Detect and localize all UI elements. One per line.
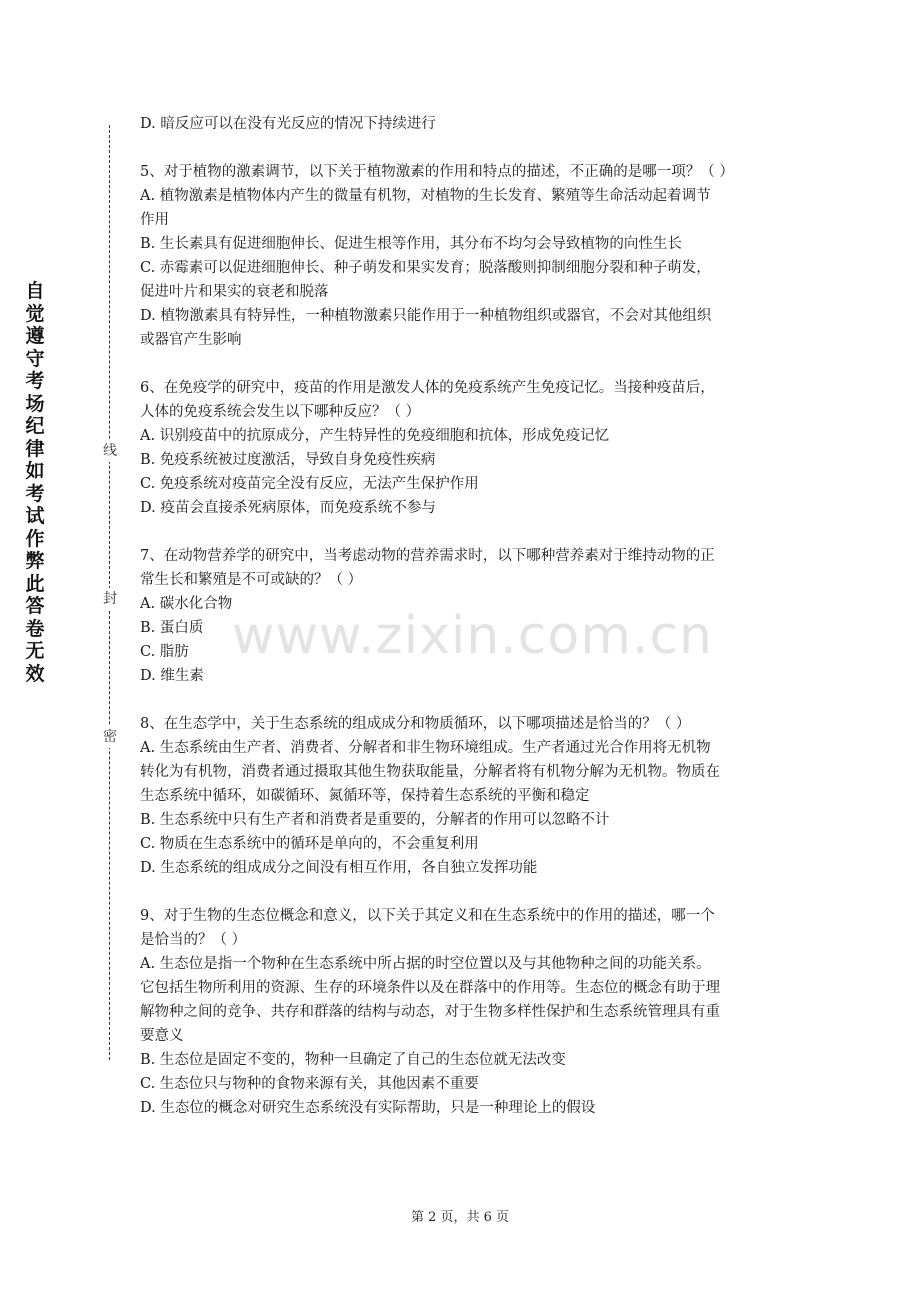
notice-char: 自: [25, 280, 45, 302]
question-6-option-a: A. 识别疫苗中的抗原成分，产生特异性的免疫细胞和抗体，形成免疫记忆: [140, 428, 610, 444]
question-5-option-d-cont: 或器官产生影响: [140, 332, 242, 348]
question-7-option-d: D. 维生素: [140, 668, 204, 684]
question-9-stem: 9、对于生物的生态位概念和意义，以下关于其定义和在生态系统中的作用的描述，哪一个: [140, 908, 715, 924]
notice-char: 答: [25, 595, 45, 617]
question-7-option-a: A. 碳水化合物: [140, 596, 233, 612]
question-5-stem: 5、对于植物的激素调节，以下关于植物激素的作用和特点的描述，不正确的是哪一项？（ ）: [140, 164, 734, 180]
watermark: www.zixin.com.cn: [232, 606, 713, 666]
question-8-option-a-cont: 转化为有机物，消费者通过摄取其他生物获取能量，分解者将有机物分解为无机物。物质在: [140, 764, 720, 780]
question-8-option-b: B. 生态系统中只有生产者和消费者是重要的，分解者的作用可以忽略不计: [140, 812, 610, 828]
notice-char: 效: [25, 662, 45, 685]
question-8-option-a: A. 生态系统由生产者、消费者、分解者和非生物环境组成。生产者通过光合作用将无机物: [140, 740, 711, 756]
question-6-option-c: C. 免疫系统对疫苗完全没有反应，无法产生保护作用: [140, 476, 479, 492]
question-4-option-d: D. 暗反应可以在没有光反应的情况下持续进行: [140, 116, 436, 132]
notice-char: 如: [25, 460, 45, 482]
notice-char: 考: [25, 482, 45, 505]
question-9-option-d: D. 生态位的概念对研究生态系统没有实际帮助，只是一种理论上的假设: [140, 1100, 596, 1116]
page-number-footer: 第 2 页，共 6 页: [410, 1210, 510, 1225]
question-8-option-d: D. 生态系统的组成成分之间没有相互作用，各自独立发挥功能: [140, 860, 538, 876]
question-7-stem-cont: 常生长和繁殖是不可或缺的？（ ）: [140, 572, 363, 588]
question-7-option-c: C. 脂肪: [140, 644, 189, 660]
question-9-option-a-cont: 解物种之间的竞争、共存和群落的结构与动态，对于生物多样性保护和生态系统管理具有重: [140, 1004, 720, 1020]
question-6-option-d: D. 疫苗会直接杀死病原体，而免疫系统不参与: [140, 500, 436, 516]
question-7-stem: 7、在动物营养学的研究中，当考虑动物的营养需求时，以下哪种营养素对于维持动物的正: [140, 548, 715, 564]
question-8-option-c: C. 物质在生态系统中的循环是单向的，不会重复利用: [140, 836, 479, 852]
question-5-option-d: D. 植物激素具有特异性，一种植物激素只能作用于一种植物组织或器官，不会对其他组织: [140, 308, 712, 324]
notice-char: 此: [25, 572, 45, 595]
notice-char: 场: [25, 392, 45, 415]
notice-char: 试: [25, 505, 45, 527]
question-6-stem: 6、在免疫学的研究中，疫苗的作用是激发人体的免疫系统产生免疫记忆。当接种疫苗后，: [140, 380, 715, 396]
seal-secret-label: 密: [100, 726, 120, 748]
notice-char: 作: [25, 527, 45, 550]
question-6-stem-cont: 人体的免疫系统会发生以下哪种反应？（ ）: [140, 404, 421, 420]
question-9-option-a: A. 生态位是指一个物种在生态系统中所占据的时空位置以及与其他物种之间的功能关系。: [140, 956, 711, 972]
exam-discipline-notice: [22, 280, 48, 685]
question-9-option-c: C. 生态位只与物种的食物来源有关，其他因素不重要: [140, 1076, 479, 1092]
question-9-option-a-cont: 它包括生物所利用的资源、生存的环境条件以及在群落中的作用等。生态位的概念有助于理: [140, 980, 720, 996]
notice-char: 遵: [25, 325, 45, 347]
question-9-option-a-cont: 要意义: [140, 1028, 184, 1044]
question-8-stem: 8、在生态学中，关于生态系统的组成成分和物质循环，以下哪项描述是恰当的？（ ）: [140, 716, 691, 732]
question-5-option-a-cont: 作用: [140, 212, 169, 228]
notice-char: 考: [25, 370, 45, 392]
question-5-option-a: A. 植物激素是植物体内产生的微量有机物，对植物的生长发育、繁殖等生命活动起着调节: [140, 188, 711, 204]
question-9-option-b: B. 生态位是固定不变的，物种一旦确定了自己的生态位就无法改变: [140, 1052, 566, 1068]
notice-char: 无: [25, 640, 45, 662]
notice-char: 弊: [25, 550, 45, 572]
question-5-option-b: B. 生长素具有促进细胞伸长、促进生根等作用，其分布不均匀会导致植物的向性生长: [140, 236, 682, 252]
seal-seal-label: 封: [100, 588, 120, 610]
exam-content: [140, 112, 790, 1120]
notice-char: 卷: [25, 617, 45, 640]
notice-char: 守: [25, 347, 45, 370]
question-6-option-b: B. 免疫系统被过度激活，导致自身免疫性疾病: [140, 452, 436, 468]
question-5-option-c: C. 赤霉素可以促进细胞伸长、种子萌发和果实发育；脱落酸则抑制细胞分裂和种子萌发，: [140, 260, 711, 276]
question-7-option-b: B. 蛋白质: [140, 620, 204, 636]
question-5-option-c-cont: 促进叶片和果实的衰老和脱落: [140, 284, 329, 300]
notice-char: 觉: [25, 302, 45, 325]
notice-char: 律: [25, 437, 45, 460]
question-9-stem-cont: 是恰当的？（ ）: [140, 932, 247, 948]
seal-line-label: 线: [100, 440, 120, 462]
notice-char: 纪: [25, 415, 45, 437]
question-8-option-a-cont: 生态系统中循环，如碳循环、氮循环等，保持着生态系统的平衡和稳定: [140, 788, 590, 804]
